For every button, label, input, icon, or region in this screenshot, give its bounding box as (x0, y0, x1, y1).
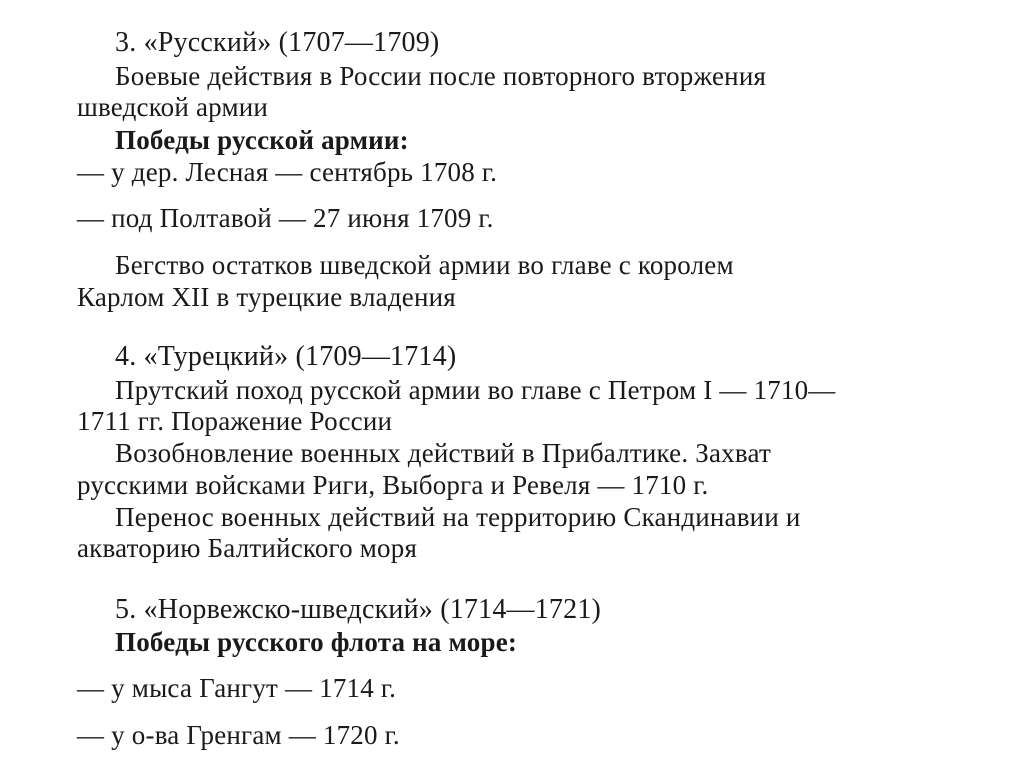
section-3-paragraph-1-line-2: шведской армии (77, 92, 269, 122)
section-5-victories-title: Победы русского флота на море: (115, 627, 518, 657)
section-4-paragraph-2-line-2: русскими войсками Риги, Выборга и Ревеля — 1710 г. (77, 470, 709, 500)
section-3-heading: 3. «Русский» (1707—1709) (115, 27, 440, 58)
section-3-victory-item-1: — у дер. Лесная — сентябрь 1708 г. (77, 157, 498, 187)
section-3-paragraph-2-line-1: Бегство остатков шведской армии во главе с королем (115, 250, 734, 280)
section-5-victory-item-1: — у мыса Гангут — 1714 г. (77, 673, 397, 703)
section-4-paragraph-3-line-2: акваторию Балтийского моря (77, 533, 418, 563)
section-3-victories-title: Победы русской армии: (115, 125, 409, 155)
section-3-paragraph-2-line-2: Карлом XII в турецкие владения (77, 282, 456, 312)
section-3-paragraph-1-line-1: Боевые действия в России после повторного вторжения (115, 61, 767, 91)
section-3-victory-item-2: — под Полтавой — 27 июня 1709 г. (77, 203, 494, 233)
section-4-paragraph-2-line-1: Возобновление военных действий в Прибалтике. Захват (115, 438, 771, 468)
section-4-heading: 4. «Турецкий» (1709—1714) (115, 341, 457, 372)
section-5-heading: 5. «Норвежско-шведский» (1714—1721) (115, 594, 602, 625)
section-4-paragraph-1-line-1: Прутский поход русской армии во главе с Петром I — 1710— (115, 375, 836, 405)
section-5-victory-item-2: — у о-ва Гренгам — 1720 г. (77, 720, 400, 750)
section-4-paragraph-3-line-1: Перенос военных действий на территорию Скандинавии и (115, 502, 801, 532)
section-4-paragraph-1-line-2: 1711 гг. Поражение России (77, 406, 393, 436)
